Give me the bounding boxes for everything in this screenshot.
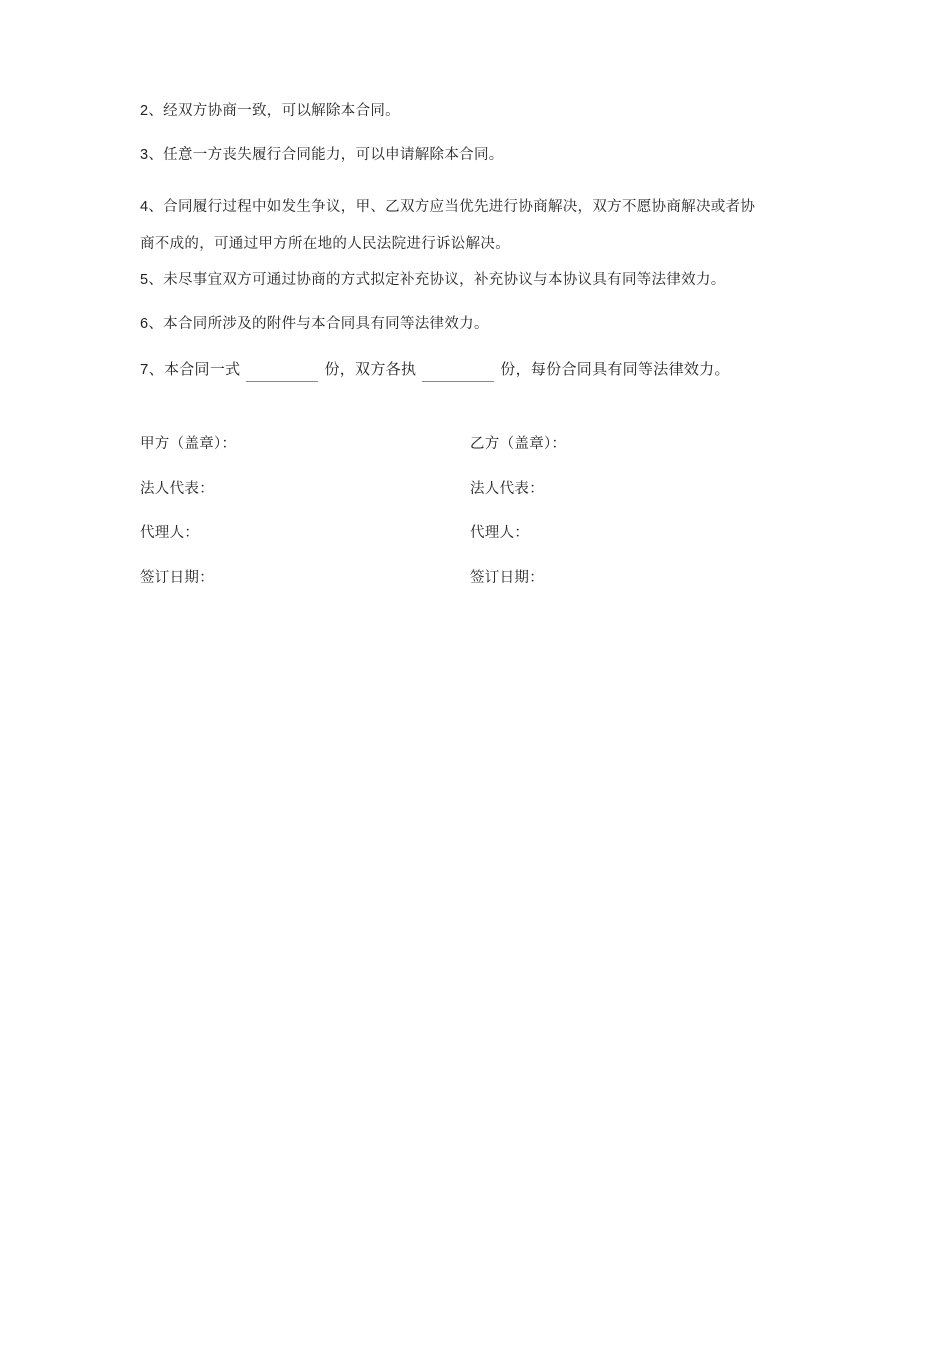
clause-item-2: 2、经双方协商一致，可以解除本合同。: [140, 103, 400, 119]
clause-item-7: [140, 358, 815, 382]
party-a-seal-label: 甲方（盖章）：: [140, 435, 237, 452]
clause-item-7-text-part-1: 7、本合同一式: [140, 360, 241, 378]
clause-item-7-text-part-3: 份，每份合同具有同等法律效力。: [500, 360, 730, 378]
party-b-agent-label: 代理人：: [470, 525, 530, 542]
copies-total-blank[interactable]: [246, 364, 318, 382]
party-a-agent-label: 代理人：: [140, 525, 200, 542]
signature-row-date: [140, 568, 815, 590]
clause-item-4-line-2: 商不成的，可通过甲方所在地的人民法院进行诉讼解决。: [140, 235, 510, 252]
signature-block: [140, 434, 815, 590]
copies-each-blank[interactable]: [422, 364, 494, 382]
signature-row-agent: [140, 523, 815, 545]
clause-item-4: [140, 189, 815, 263]
clause-item-6: 6、本合同所涉及的附件与本合同具有同等法律效力。: [140, 316, 489, 333]
party-a-sign-date-label: 签订日期：: [140, 570, 214, 587]
party-b-seal-label: 乙方（盖章）：: [470, 435, 567, 452]
party-b-sign-date-label: 签订日期：: [470, 570, 544, 587]
signature-row-seal: [140, 434, 815, 456]
party-b-legal-rep-label: 法人代表：: [470, 480, 544, 497]
clause-item-4-line-1: 4、合同履行过程中如发生争议，甲、乙双方应当优先进行协商解决，双方不愿协商解决或者协: [140, 198, 756, 215]
clause-item-7-text-part-2: 份，双方各执: [324, 360, 417, 378]
signature-row-legal-rep: [140, 479, 815, 501]
clause-item-5: 5、未尽事宜双方可通过协商的方式拟定补充协议，补充协议与本协议具有同等法律效力。: [140, 271, 726, 288]
clause-item-3: 3、任意一方丧失履行合同能力，可以申请解除本合同。: [140, 147, 504, 164]
party-a-legal-rep-label: 法人代表：: [140, 480, 214, 497]
